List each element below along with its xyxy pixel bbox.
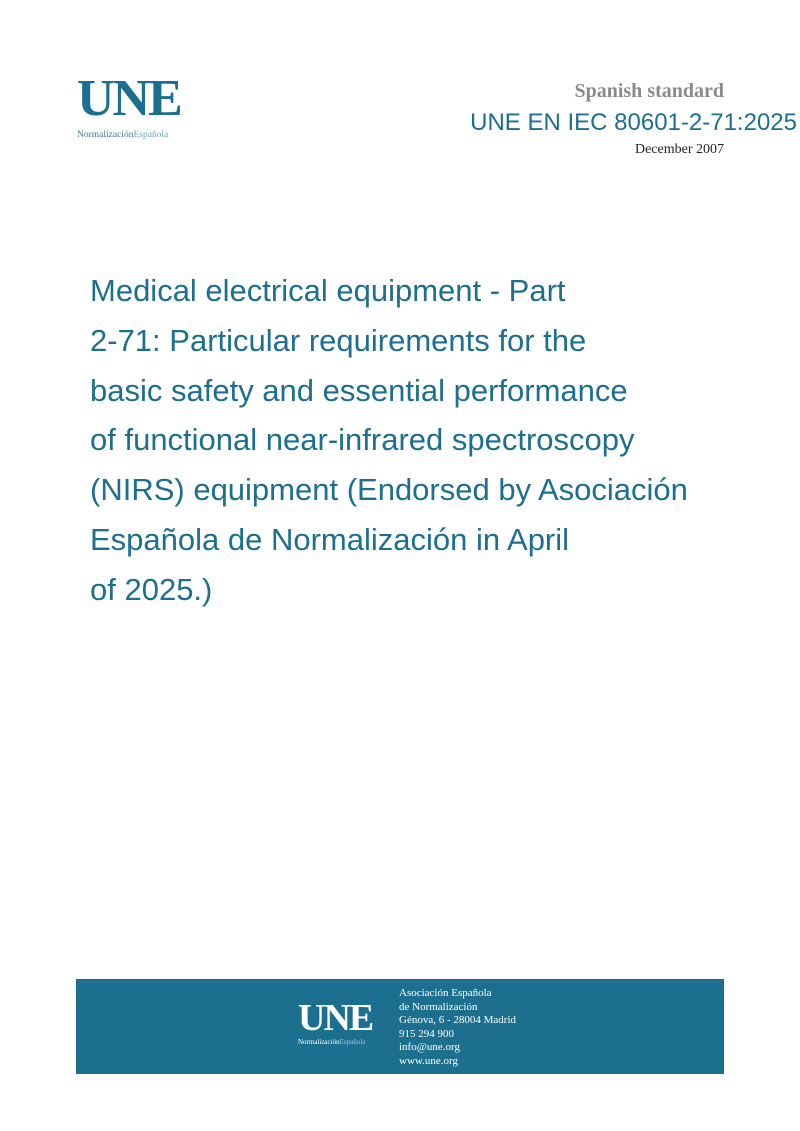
org-website: www.une.org [399, 1054, 458, 1067]
document-header [574, 78, 724, 104]
title-line: (NIRS) equipment (Endorsed by Asociación [90, 472, 688, 508]
logo-sub-bold: Normalización [77, 130, 134, 140]
footer-logo-sub-light: Española [339, 1038, 366, 1046]
title-line: Medical electrical equipment - Part [90, 273, 566, 308]
document-type: Spanish standard [574, 80, 724, 102]
une-logo-mark: UNE [77, 70, 181, 127]
org-name-line-1: Asociación Española [399, 987, 492, 999]
title-line: of functional near-infrared spectroscopy [90, 422, 635, 458]
logo-sub-light: Española [133, 130, 169, 140]
org-name-line-2: de Normalización [399, 1000, 478, 1013]
une-logo [77, 70, 197, 144]
standard-code: UNE EN IEC 80601-2-71:2025 [470, 109, 797, 136]
title-line: 2-71: Particular requirements for the [90, 322, 587, 358]
footer-logo-mark: UNE [298, 997, 373, 1039]
org-address: Génova, 6 - 28004 Madrid [399, 1014, 517, 1026]
footer-band [76, 979, 724, 1074]
footer-contact-info [399, 987, 516, 1068]
footer-logo-sub-bold: Normalización [298, 1038, 340, 1046]
footer-logo-subtitle [298, 1038, 388, 1046]
title-line: basic safety and essential performance [90, 372, 628, 408]
document-title [90, 266, 750, 615]
title-line: Española de Normalización in April [90, 521, 570, 557]
document-date: December 2007 [634, 142, 724, 157]
une-logo-subtitle [77, 130, 197, 140]
title-line: of 2025.) [90, 571, 213, 607]
footer-une-logo [298, 997, 388, 1046]
org-phone: 915 294 900 [399, 1027, 454, 1040]
org-email: info@une.org [399, 1041, 460, 1053]
